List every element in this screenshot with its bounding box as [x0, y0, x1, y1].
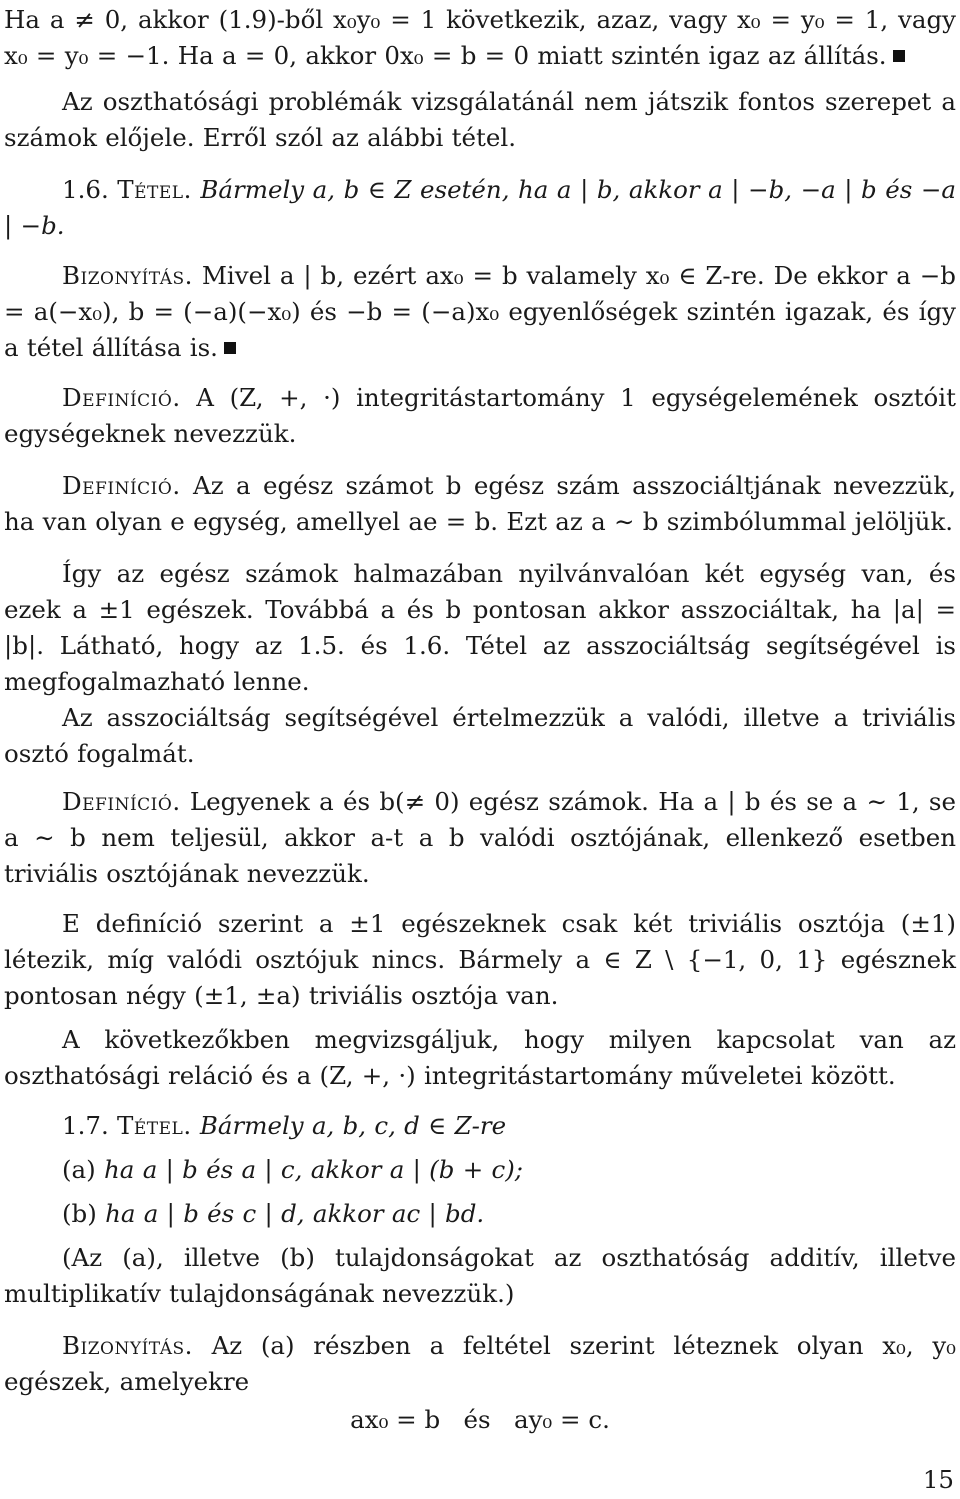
trivial-divisor-paragraph: E definíció szerint a ±1 egészeknek csak két triviális osztója (±1) létezik, míg valódi osztójuk nincs. Bármely a ∈ Z \ {−1, 0, 1} egésznek pontosan négy (±1, ±a) triviális osztója van. — [4, 909, 956, 1010]
theorem-1-6-number: 1.6. — [62, 175, 118, 204]
definition-unit — [4, 380, 956, 452]
part-a-text: ha a | b és a | c, akkor a | (b + c); — [104, 1155, 524, 1184]
properties-paragraph: (Az (a), illetve (b) tulajdonságokat az oszthatóság additív, illetve multiplikatív tulajdonságának nevezzük.) — [4, 1243, 956, 1308]
proof-1-7 — [4, 1328, 956, 1400]
proof-1-7-text: Az (a) részben a feltétel szerint léteznek olyan x₀, y₀ egészek, amelyekre — [4, 1331, 956, 1396]
definition-proper-text: Legyenek a és b(≠ 0) egész számok. Ha a | b és se a ∼ 1, se a ∼ b nem teljesül, akkor a-t a b valódi osztójának, ellenkező esetben triviális osztójának nevezzük. — [4, 787, 956, 888]
definition-proper-heading: Definíció. — [62, 787, 181, 816]
theorem-1-6-statement: Bármely a, b ∈ Z esetén, ha a | b, akkor a | −b, −a | b és −a | −b. — [4, 175, 956, 240]
units-paragraph: Így az egész számok halmazában nyilvánvalóan két egység van, és ezek a ±1 egészek. Továbbá a és b pontosan akkor asszociáltak, ha |a| = |b|. Látható, hogy az 1.5. és 1.6. Tétel az asszociáltság segítségével is megfogalmazható lenne. — [4, 559, 956, 696]
theorem-1-7-number: 1.7. — [62, 1111, 118, 1140]
theorem-1-7-part-a — [4, 1152, 956, 1188]
proof-1-7-formula: ax₀ = b és ay₀ = c. — [350, 1405, 610, 1434]
associate-use-paragraph: Az asszociáltság segítségével értelmezzük a valódi, illetve a triviális osztó fogalmát. — [4, 703, 956, 768]
definition-unit-heading: Definíció. — [62, 383, 181, 412]
sign-paragraph: Az oszthatósági problémák vizsgálatánál nem játszik fontos szerepet a számok előjele. Erről szól az alábbi tétel. — [4, 87, 956, 152]
page-number: 15 — [922, 1465, 954, 1494]
part-a-label: (a) — [62, 1155, 105, 1184]
definition-associate — [4, 468, 956, 540]
top-paragraph-text: Ha a ≠ 0, akkor (1.9)-ből x₀y₀ = 1 következik, azaz, vagy x₀ = y₀ = 1, vagy x₀ = y₀ = −1. Ha a = 0, akkor 0x₀ = b = 0 miatt szintén igaz az állítás. — [4, 5, 956, 70]
theorem-1-7-part-b — [4, 1196, 956, 1232]
proof-1-6-heading: Bizonyítás. — [62, 261, 193, 290]
proof-1-6-text: Mivel a | b, ezért ax₀ = b valamely x₀ ∈ Z-re. De ekkor a −b = a(−x₀), b = (−a)(−x₀) és −b = (−a)x₀ egyenlőségek szintén igazak, és így a tétel állítása is. — [4, 261, 956, 362]
qed-icon — [893, 50, 905, 62]
proof-1-6 — [4, 258, 956, 366]
part-b-text: ha a | b és c | d, akkor ac | bd. — [105, 1199, 485, 1228]
top-paragraph — [4, 2, 956, 74]
theorem-1-7 — [4, 1108, 956, 1144]
part-b-label: (b) — [62, 1199, 106, 1228]
definition-proper-divisor — [4, 784, 956, 892]
definition-unit-text: A (Z, +, ·) integritástartomány 1 egységelemének osztóit egységeknek nevezzük. — [4, 383, 956, 448]
definition-associate-text: Az a egész számot b egész szám asszociáltjának nevezzük, ha van olyan e egység, amellyel ae = b. Ezt az a ∼ b szimbólummal jelöljük. — [4, 471, 956, 536]
definition-associate-heading: Definíció. — [62, 471, 181, 500]
theorem-1-7-heading: Tétel. — [117, 1111, 192, 1140]
theorem-1-6-heading: Tétel. — [117, 175, 192, 204]
qed-icon — [224, 342, 236, 354]
theorem-1-6 — [4, 172, 956, 244]
proof-1-7-heading: Bizonyítás. — [62, 1331, 193, 1360]
next-paragraph: A következőkben megvizsgáljuk, hogy milyen kapcsolat van az oszthatósági reláció és a (Z, +, ·) integritástartomány műveletei között. — [4, 1025, 956, 1090]
theorem-1-7-intro: Bármely a, b, c, d ∈ Z-re — [199, 1111, 507, 1140]
